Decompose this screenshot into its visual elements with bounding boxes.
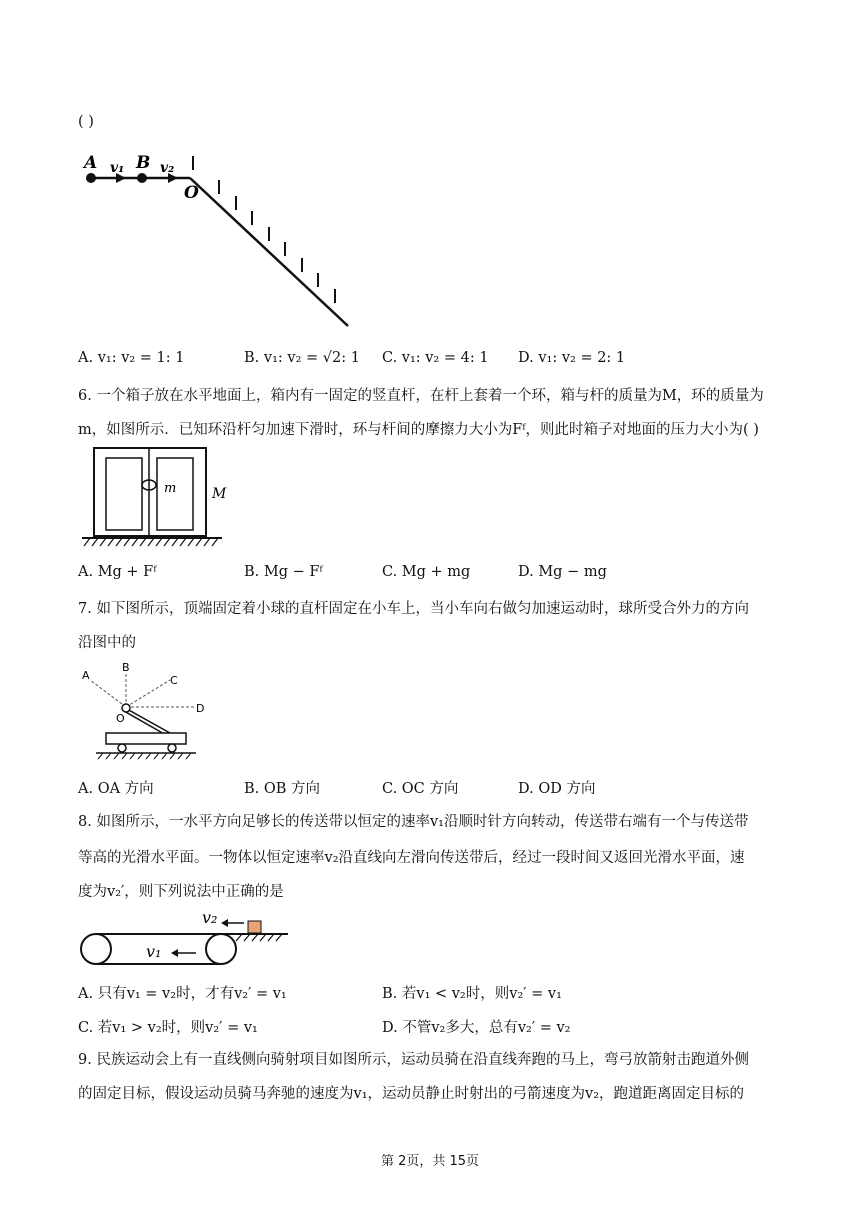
label-v1: v₁ xyxy=(146,942,162,961)
q8-stem-line3: 度为v₂′，则下列说法中正确的是 xyxy=(78,884,284,900)
q7-option-d[interactable]: D. OD 方向 xyxy=(518,781,596,797)
label-v1: v₁ xyxy=(110,160,125,176)
page-footer: 第 2页，共 15页 xyxy=(380,1154,480,1169)
label-C: C xyxy=(170,674,178,687)
label-M: M xyxy=(212,486,227,502)
q5-option-d[interactable]: D. v₁: v₂ = 2: 1 xyxy=(518,350,626,366)
q7-option-c[interactable]: C. OC 方向 xyxy=(382,781,459,797)
q6-stem-line1: 6. 一个箱子放在水平地面上，箱内有一固定的竖直杆，在杆上套着一个环，箱与杆的质量为M，环的质量为 xyxy=(78,388,764,404)
label-m: m xyxy=(164,481,177,496)
q5-answer-paren: ( ) xyxy=(78,114,94,130)
q6-option-b[interactable]: B. Mg − Fᶠ xyxy=(244,564,323,580)
label-A: A xyxy=(84,153,98,173)
label-D: D xyxy=(196,702,205,715)
q8-option-a[interactable]: A. 只有v₁ = v₂时，才有v₂′ = v₁ xyxy=(78,986,287,1002)
q6-option-a[interactable]: A. Mg + Fᶠ xyxy=(78,564,157,580)
q5-option-c[interactable]: C. v₁: v₂ = 4: 1 xyxy=(382,350,489,366)
q6-option-d[interactable]: D. Mg − mg xyxy=(518,564,607,580)
q8-figure xyxy=(78,905,298,975)
q5-figure xyxy=(80,148,360,338)
q8-stem-line2: 等高的光滑水平面。一物体以恒定速率v₂沿直线向左滑向传送带后，经过一段时间又返回光滑水平面，速 xyxy=(78,850,745,866)
q8-option-c[interactable]: C. 若v₁ > v₂时，则v₂′ = v₁ xyxy=(78,1020,258,1036)
q7-stem-line1: 7. 如下图所示，顶端固定着小球的直杆固定在小车上，当小车向右做匀加速运动时，球所受合外力的方向 xyxy=(78,601,749,617)
label-B: B xyxy=(136,153,151,173)
q5-option-a[interactable]: A. v₁: v₂ = 1: 1 xyxy=(78,350,185,366)
q7-option-a[interactable]: A. OA 方向 xyxy=(78,781,154,797)
q9-stem-line2: 的固定目标，假设运动员骑马奔驰的速度为v₁，运动员静止时射出的弓箭速度为v₂，跑道距离固定目标的 xyxy=(78,1086,745,1102)
label-v2: v₂ xyxy=(160,160,175,176)
q7-figure xyxy=(78,662,218,762)
q6-stem-line2: m，如图所示．已知环沿杆匀加速下滑时，环与杆间的摩擦力大小为Fᶠ，则此时箱子对地面的压力大小为( ) xyxy=(78,422,759,438)
q6-figure xyxy=(80,446,240,551)
q8-option-d[interactable]: D. 不管v₂多大，总有v₂′ = v₂ xyxy=(382,1020,571,1036)
q7-option-b[interactable]: B. OB 方向 xyxy=(244,781,321,797)
q6-option-c[interactable]: C. Mg + mg xyxy=(382,564,471,580)
q8-option-b[interactable]: B. 若v₁ < v₂时，则v₂′ = v₁ xyxy=(382,986,562,1002)
label-O: O xyxy=(184,183,199,203)
q9-stem-line1: 9. 民族运动会上有一直线侧向骑射项目如图所示，运动员骑在沿直线奔跑的马上，弯弓放箭射击跑道外侧 xyxy=(78,1052,749,1068)
label-O: O xyxy=(116,712,125,725)
label-A: A xyxy=(82,669,90,682)
q7-stem-line2: 沿图中的 xyxy=(78,635,136,651)
label-B: B xyxy=(122,661,130,674)
label-v2: v₂ xyxy=(202,908,218,927)
q8-stem-line1: 8. 如图所示，一水平方向足够长的传送带以恒定的速率v₁沿顺时针方向转动，传送带右端有一个与传送带 xyxy=(78,814,749,830)
q5-option-b[interactable]: B. v₁: v₂ = √2: 1 xyxy=(244,350,360,366)
